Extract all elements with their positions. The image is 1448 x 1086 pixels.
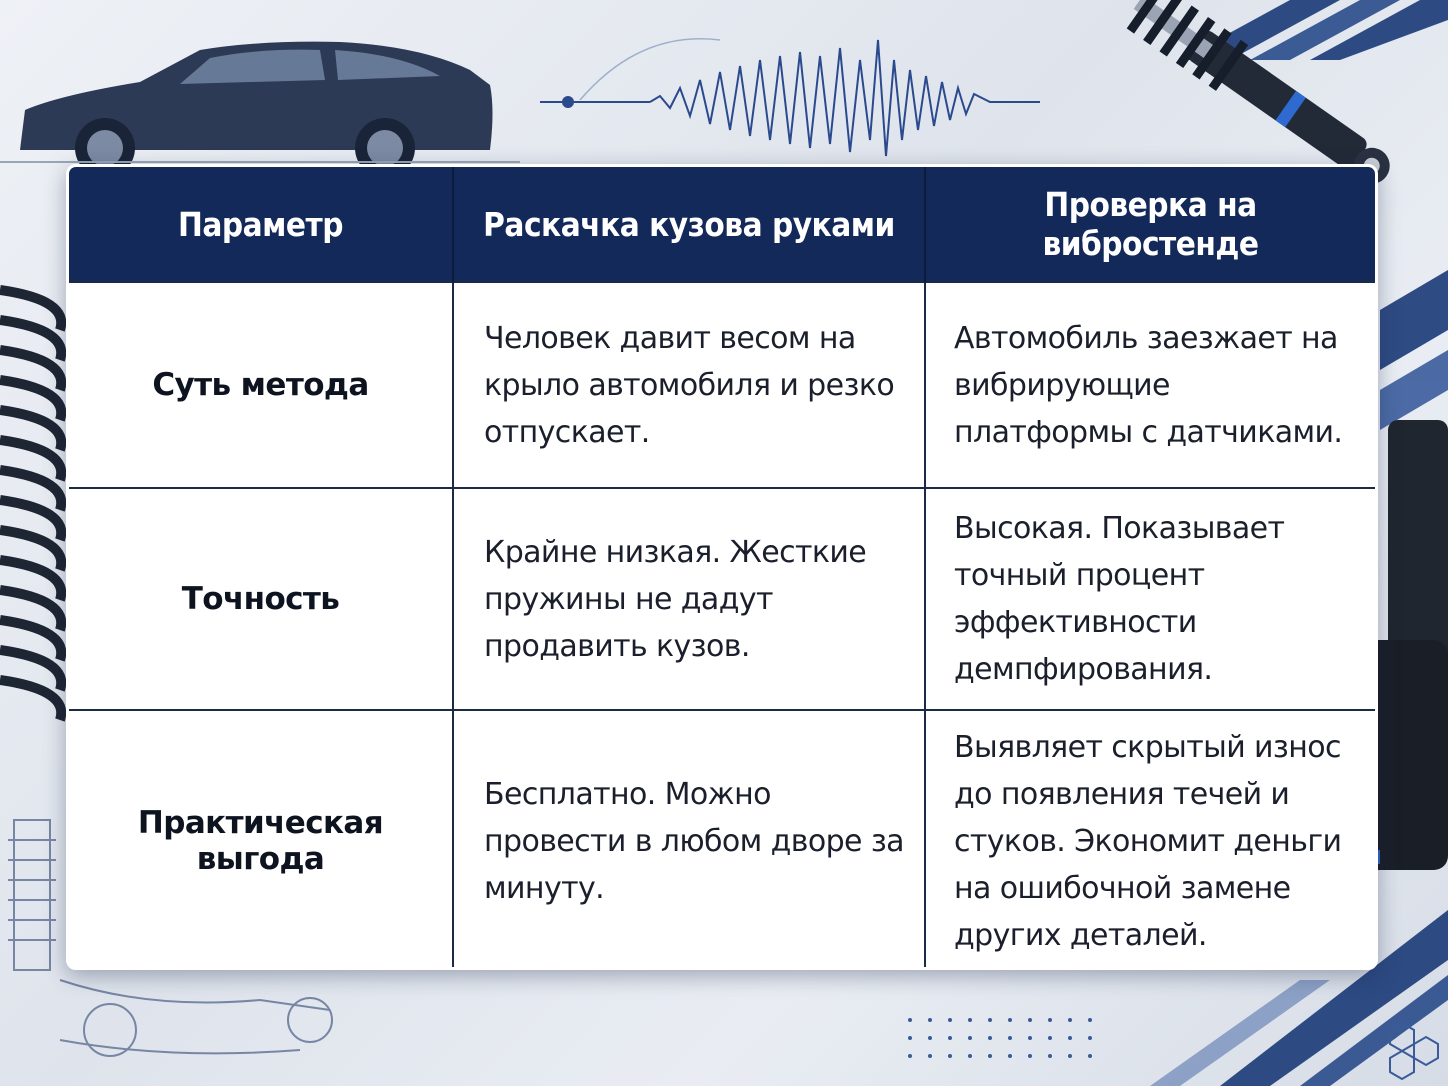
header-vibration-stand: Проверка на вибростенде [925, 167, 1375, 282]
table-row [69, 710, 1375, 970]
row-parameter: Практическая выгода [69, 710, 453, 970]
dot-grid [908, 1018, 1092, 1058]
comparison-table [69, 167, 1375, 970]
row-stand-value: Высокая. Показывает точный процент эффективности демпфирования. [925, 488, 1375, 710]
header-hand-method: Раскачка кузова руками [453, 167, 925, 282]
table-header-row [69, 167, 1375, 282]
row-stand-value: Выявляет скрытый износ до появления течей и стуков. Экономит деньги на ошибочной замене других деталей. [925, 710, 1375, 970]
row-hand-value: Человек давит весом на крыло автомобиля и резко отпускает. [453, 282, 925, 488]
row-stand-value: Автомобиль заезжает на вибрирующие платформы с датчиками. [925, 282, 1375, 488]
row-hand-value: Бесплатно. Можно провести в любом дворе за минуту. [453, 710, 925, 970]
car-icon [0, 42, 520, 178]
header-parameter: Параметр [69, 167, 453, 282]
row-parameter: Точность [69, 488, 453, 710]
table-row [69, 488, 1375, 710]
coil-spring-icon [0, 290, 61, 720]
waveform-icon [540, 39, 1040, 156]
comparison-table-card [66, 164, 1378, 970]
table-row [69, 282, 1375, 488]
row-hand-value: Крайне низкая. Жесткие пружины не дадут продавить кузов. [453, 488, 925, 710]
row-parameter: Суть метода [69, 282, 453, 488]
